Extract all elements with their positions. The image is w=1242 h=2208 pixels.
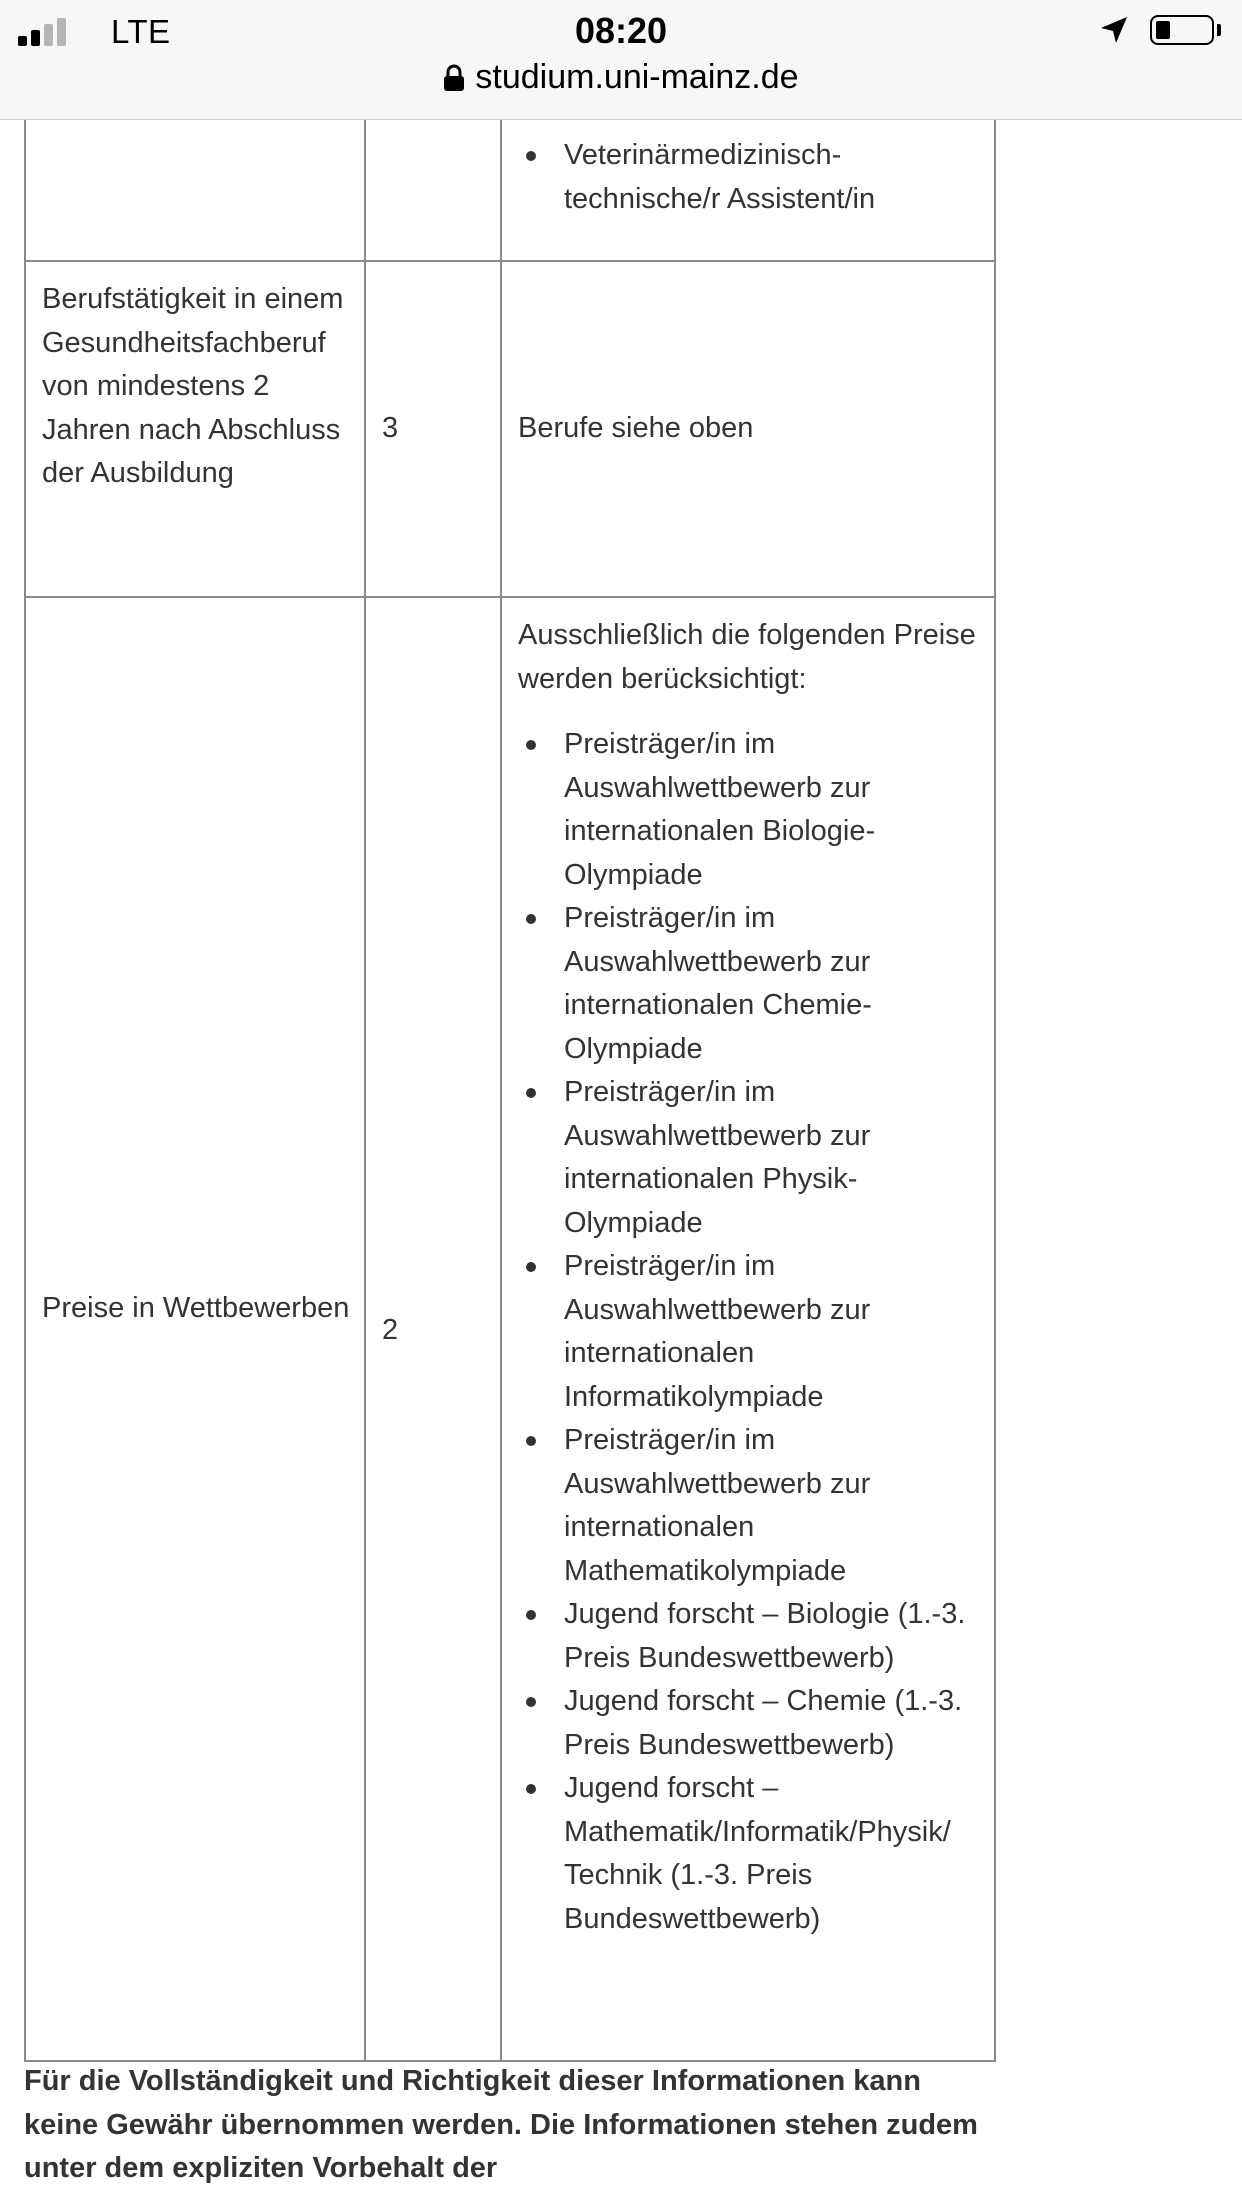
prizes-intro: Ausschließlich die folgenden Preise werden berücksichtigt: <box>518 619 976 695</box>
list-item: Preisträger/in im Auswahlwettbewerb zur internationalen Chemie-Olympiade <box>518 897 986 1071</box>
table-cell-details <box>500 260 996 598</box>
profession-list <box>518 134 978 221</box>
list-item: Preisträger/in im Auswahlwettbewerb zur internationalen Mathematikolympiade <box>518 1419 986 1593</box>
carrier-label: LTE <box>111 13 171 50</box>
criterion-text: Preise in Wettbewerben <box>42 1292 350 1324</box>
list-item: Jugend forscht – Chemie (1.-3. Preis Bundeswettbewerb) <box>518 1680 986 1767</box>
criterion-text: Berufstätigkeit in einem Gesundheitsfachberuf von mindestens 2 Jahren nach Abschluss der Ausbildung <box>42 283 344 489</box>
list-item: Preisträger/in im Auswahlwettbewerb zur internationalen Biologie-Olympiade <box>518 723 986 897</box>
points-value: 3 <box>382 412 399 444</box>
table-cell-details <box>500 596 996 2062</box>
list-item: Preisträger/in im Auswahlwettbewerb zur internationalen Physik-Olympiade <box>518 1071 986 1245</box>
details-text: Berufe siehe oben <box>518 412 754 444</box>
location-arrow-icon <box>1098 14 1130 46</box>
table-cell-points <box>364 100 502 262</box>
disclaimer-text: Für die Vollständigkeit und Richtigkeit dieser Informationen kann keine Gewähr übernommen werden. Die Informationen stehen zudem unter dem expliziten Vorbehalt der <box>24 2065 978 2184</box>
list-item: Jugend forscht – Biologie (1.-3. Preis Bundeswettbewerb) <box>518 1593 986 1680</box>
table-cell-details <box>500 100 996 262</box>
points-value: 2 <box>382 1314 399 1346</box>
list-item: Veterinärmedizinisch-technische/r Assistent/in <box>518 134 978 221</box>
battery-icon <box>1150 15 1214 45</box>
url-text: studium.uni-mainz.de <box>475 58 799 96</box>
table-cell-criterion <box>24 100 366 262</box>
browser-top-bar <box>0 0 1242 120</box>
prizes-list <box>518 723 986 1941</box>
table-cell-criterion <box>24 596 366 2062</box>
status-time: 08:20 <box>574 10 668 51</box>
list-item: Jugend forscht – Mathematik/Informatik/Physik/ Technik (1.-3. Preis Bundeswettbewerb) <box>518 1767 986 1941</box>
address-bar[interactable] <box>0 58 1242 97</box>
table-cell-criterion <box>24 260 366 598</box>
table-cell-points <box>364 260 502 598</box>
battery-tip-icon <box>1217 24 1221 36</box>
list-item: Preisträger/in im Auswahlwettbewerb zur internationalen Informatikolympiade <box>518 1245 986 1419</box>
table-cell-points <box>364 596 502 2062</box>
lock-icon <box>443 64 465 92</box>
